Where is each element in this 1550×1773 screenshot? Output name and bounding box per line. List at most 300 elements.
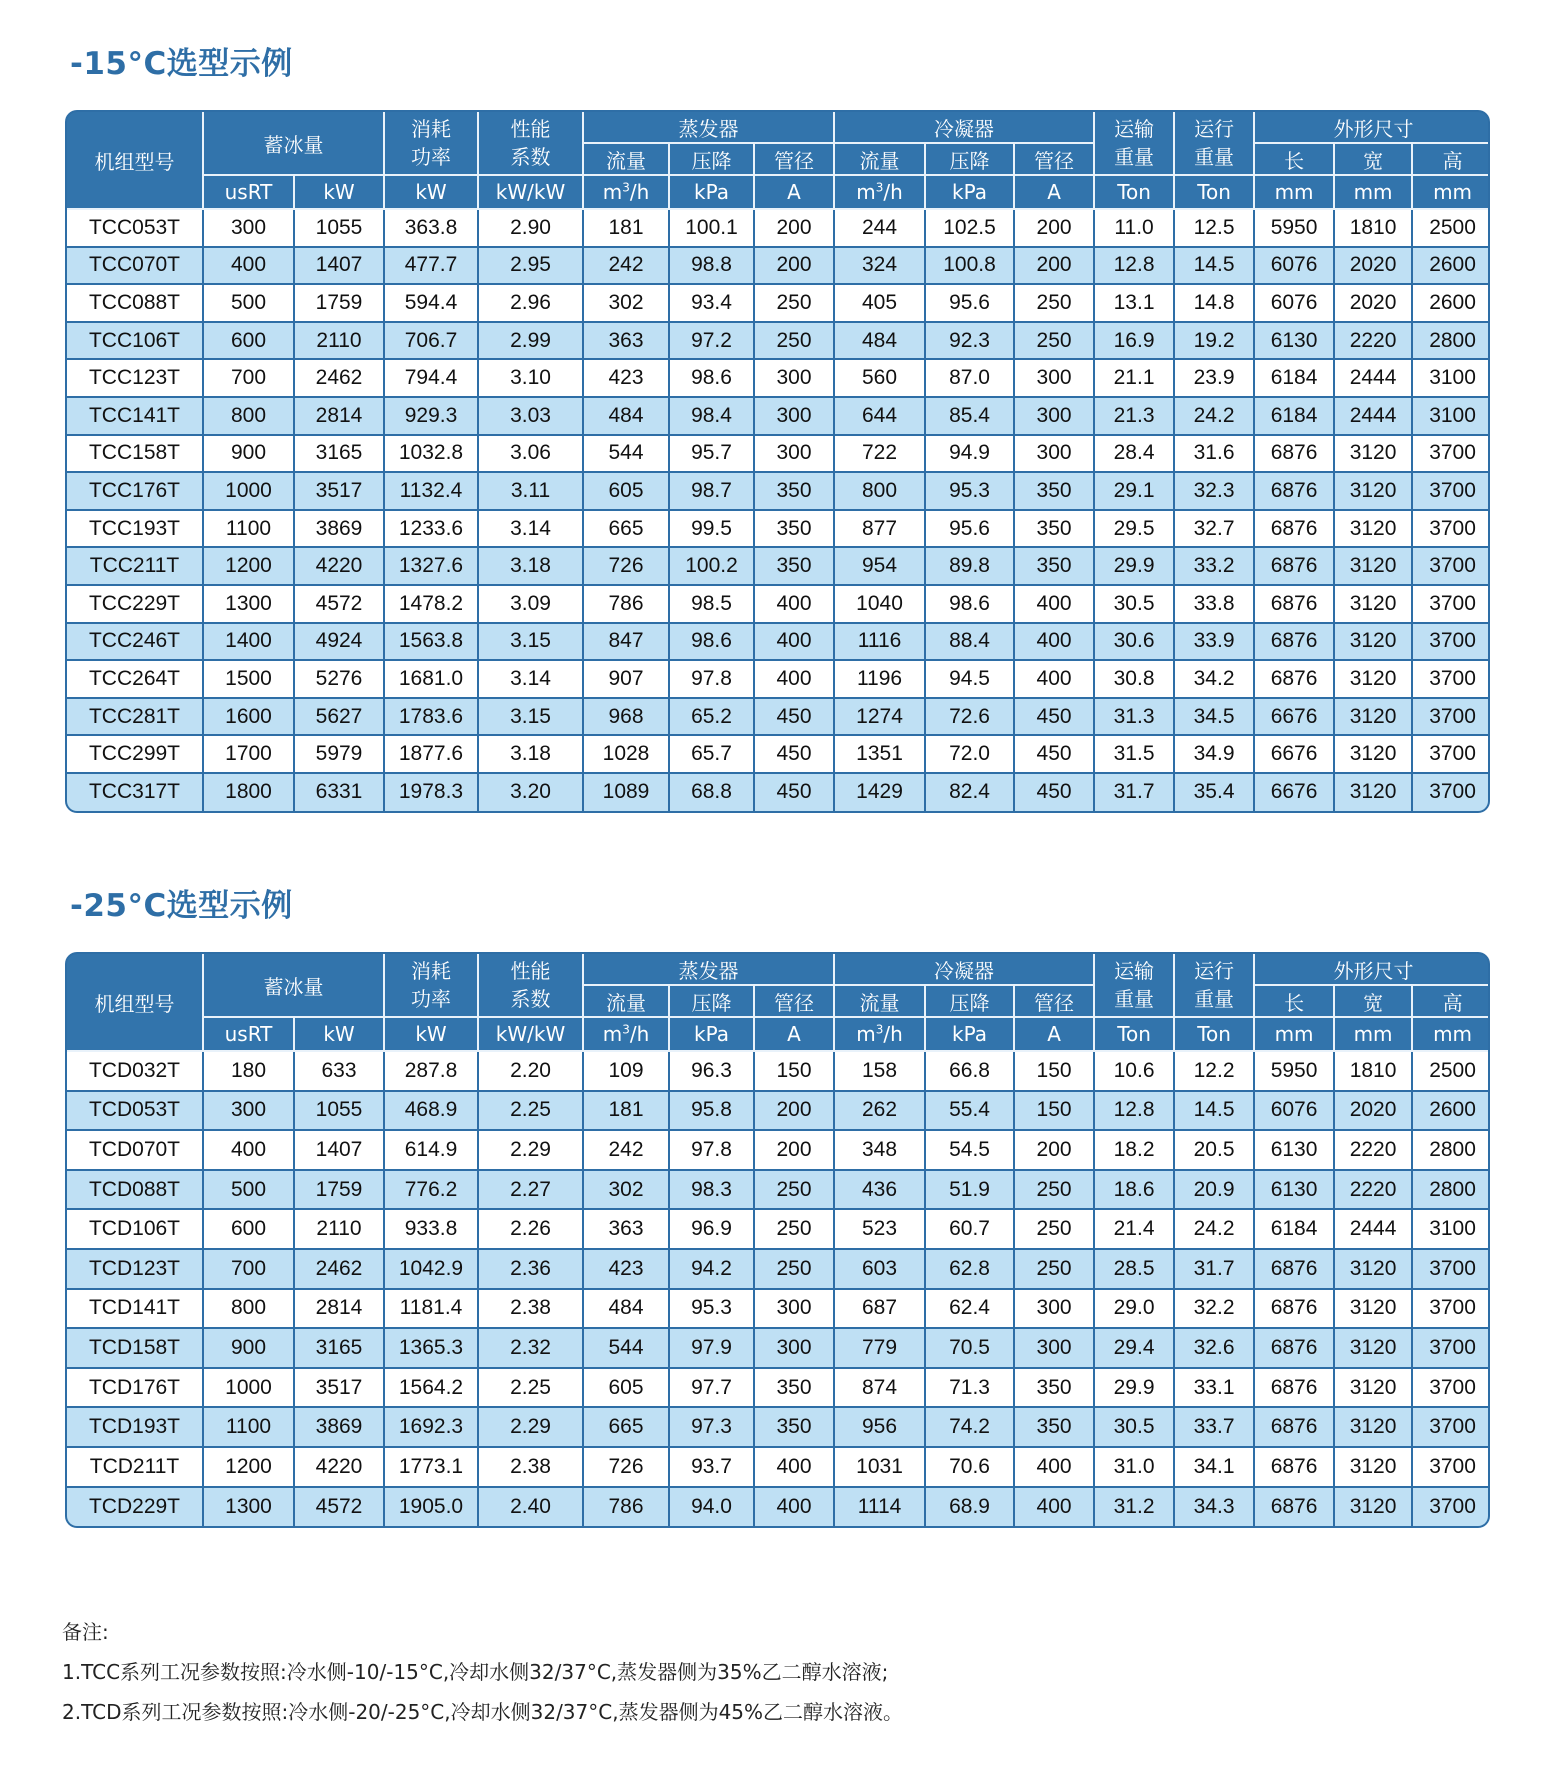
- model-cell: TCC106T: [67, 322, 203, 360]
- unit-label: mm: [1254, 175, 1334, 209]
- value-cell: 94.9: [925, 435, 1014, 473]
- value-cell: 1300: [203, 585, 294, 623]
- value-cell: 2444: [1334, 1209, 1412, 1249]
- model-cell: TCD211T: [67, 1447, 203, 1487]
- value-cell: 600: [203, 1209, 294, 1249]
- value-cell: 1478.2: [384, 585, 478, 623]
- value-cell: 3700: [1412, 1289, 1490, 1329]
- value-cell: 1233.6: [384, 510, 478, 548]
- value-cell: 779: [834, 1328, 925, 1368]
- value-cell: 1810: [1334, 1051, 1412, 1091]
- value-cell: 2444: [1334, 359, 1412, 397]
- value-cell: 93.4: [669, 284, 754, 322]
- value-cell: 400: [754, 623, 834, 661]
- table-row: [67, 359, 1490, 397]
- model-cell: TCD106T: [67, 1209, 203, 1249]
- value-cell: 3.14: [478, 660, 583, 698]
- unit-label: mm: [1334, 1017, 1412, 1051]
- value-cell: 400: [754, 585, 834, 623]
- value-cell: 874: [834, 1368, 925, 1408]
- value-cell: 262: [834, 1091, 925, 1131]
- value-cell: 2.32: [478, 1328, 583, 1368]
- value-cell: 30.8: [1094, 660, 1174, 698]
- units-row: [67, 175, 1490, 209]
- header-evap-flow: 流量: [583, 143, 669, 175]
- value-cell: 2800: [1412, 1170, 1490, 1210]
- header-width: 宽: [1334, 143, 1412, 175]
- value-cell: 3120: [1334, 660, 1412, 698]
- value-cell: 350: [754, 472, 834, 510]
- unit-label: Ton: [1094, 1017, 1174, 1051]
- value-cell: 3.14: [478, 510, 583, 548]
- value-cell: 12.8: [1094, 247, 1174, 285]
- value-cell: 150: [1014, 1051, 1094, 1091]
- table-row: [67, 547, 1490, 585]
- value-cell: 100.2: [669, 547, 754, 585]
- value-cell: 436: [834, 1170, 925, 1210]
- unit-label: kW/kW: [478, 1017, 583, 1051]
- model-cell: TCD193T: [67, 1407, 203, 1447]
- value-cell: 1274: [834, 698, 925, 736]
- value-cell: 2.25: [478, 1368, 583, 1408]
- value-cell: 484: [834, 322, 925, 360]
- value-cell: 32.6: [1174, 1328, 1254, 1368]
- value-cell: 60.7: [925, 1209, 1014, 1249]
- value-cell: 3700: [1412, 773, 1490, 811]
- header-cond-flow: 流量: [834, 985, 925, 1017]
- value-cell: 32.7: [1174, 510, 1254, 548]
- model-cell: TCC070T: [67, 247, 203, 285]
- value-cell: 3700: [1412, 472, 1490, 510]
- value-cell: 1563.8: [384, 623, 478, 661]
- value-cell: 877: [834, 510, 925, 548]
- value-cell: 3120: [1334, 1328, 1412, 1368]
- value-cell: 302: [583, 284, 669, 322]
- value-cell: 250: [1014, 1209, 1094, 1249]
- value-cell: 2.29: [478, 1130, 583, 1170]
- value-cell: 5627: [294, 698, 384, 736]
- value-cell: 72.6: [925, 698, 1014, 736]
- value-cell: 6876: [1254, 1289, 1334, 1329]
- value-cell: 62.4: [925, 1289, 1014, 1329]
- header-evaporator: 蒸发器: [583, 112, 834, 143]
- value-cell: 300: [754, 1328, 834, 1368]
- unit-label: mm: [1254, 1017, 1334, 1051]
- model-cell: TCC141T: [67, 397, 203, 435]
- value-cell: 31.7: [1094, 773, 1174, 811]
- header-evap-flow: 流量: [583, 985, 669, 1017]
- model-cell: TCC229T: [67, 585, 203, 623]
- header-model: 机组型号: [67, 954, 203, 1051]
- header-transport-weight: 运输 重量: [1094, 954, 1174, 1017]
- value-cell: 3.11: [478, 472, 583, 510]
- value-cell: 614.9: [384, 1130, 478, 1170]
- value-cell: 594.4: [384, 284, 478, 322]
- value-cell: 34.1: [1174, 1447, 1254, 1487]
- value-cell: 66.8: [925, 1051, 1014, 1091]
- value-cell: 94.0: [669, 1487, 754, 1527]
- header-height: 高: [1412, 985, 1490, 1017]
- value-cell: 34.2: [1174, 660, 1254, 698]
- value-cell: 3.09: [478, 585, 583, 623]
- value-cell: 96.9: [669, 1209, 754, 1249]
- value-cell: 450: [754, 735, 834, 773]
- value-cell: 33.7: [1174, 1407, 1254, 1447]
- value-cell: 2.38: [478, 1447, 583, 1487]
- value-cell: 484: [583, 397, 669, 435]
- unit-label: Ton: [1094, 175, 1174, 209]
- value-cell: 28.4: [1094, 435, 1174, 473]
- value-cell: 6876: [1254, 623, 1334, 661]
- value-cell: 1200: [203, 547, 294, 585]
- unit-label: A: [754, 175, 834, 209]
- value-cell: 706.7: [384, 322, 478, 360]
- value-cell: 3120: [1334, 435, 1412, 473]
- section-title-15c: -15°C选型示例: [70, 46, 293, 82]
- model-cell: TCC158T: [67, 435, 203, 473]
- value-cell: 31.2: [1094, 1487, 1174, 1527]
- value-cell: 3.20: [478, 773, 583, 811]
- header-cond-flow: 流量: [834, 143, 925, 175]
- header-condenser: 冷凝器: [834, 112, 1094, 143]
- value-cell: 200: [1014, 1130, 1094, 1170]
- value-cell: 2500: [1412, 1051, 1490, 1091]
- value-cell: 348: [834, 1130, 925, 1170]
- value-cell: 55.4: [925, 1091, 1014, 1131]
- value-cell: 100.1: [669, 209, 754, 247]
- value-cell: 400: [1014, 585, 1094, 623]
- value-cell: 3700: [1412, 1407, 1490, 1447]
- value-cell: 1407: [294, 1130, 384, 1170]
- value-cell: 2020: [1334, 284, 1412, 322]
- unit-label: A: [1014, 175, 1094, 209]
- value-cell: 484: [583, 1289, 669, 1329]
- header-operating-weight: 运行 重量: [1174, 954, 1254, 1017]
- model-cell: TCC193T: [67, 510, 203, 548]
- value-cell: 6876: [1254, 1368, 1334, 1408]
- value-cell: 665: [583, 1407, 669, 1447]
- header-ice-storage: 蓄冰量: [203, 954, 384, 1017]
- value-cell: 544: [583, 1328, 669, 1368]
- table-row: [67, 247, 1490, 285]
- value-cell: 33.9: [1174, 623, 1254, 661]
- value-cell: 400: [1014, 660, 1094, 698]
- value-cell: 544: [583, 435, 669, 473]
- value-cell: 29.9: [1094, 547, 1174, 585]
- value-cell: 450: [754, 698, 834, 736]
- value-cell: 600: [203, 322, 294, 360]
- value-cell: 400: [754, 1447, 834, 1487]
- value-cell: 2814: [294, 1289, 384, 1329]
- value-cell: 21.1: [1094, 359, 1174, 397]
- table-row: [67, 472, 1490, 510]
- value-cell: 1773.1: [384, 1447, 478, 1487]
- value-cell: 2220: [1334, 1130, 1412, 1170]
- value-cell: 3700: [1412, 1368, 1490, 1408]
- value-cell: 3700: [1412, 1447, 1490, 1487]
- value-cell: 250: [754, 322, 834, 360]
- value-cell: 300: [1014, 1328, 1094, 1368]
- value-cell: 242: [583, 247, 669, 285]
- table-row: [67, 585, 1490, 623]
- value-cell: 244: [834, 209, 925, 247]
- value-cell: 776.2: [384, 1170, 478, 1210]
- model-cell: TCC211T: [67, 547, 203, 585]
- value-cell: 956: [834, 1407, 925, 1447]
- header-cond-pressure-drop: 压降: [925, 143, 1014, 175]
- value-cell: 250: [754, 1249, 834, 1289]
- value-cell: 3.10: [478, 359, 583, 397]
- value-cell: 150: [1014, 1091, 1094, 1131]
- unit-label: $m^3/h$: [583, 1017, 669, 1051]
- value-cell: 4572: [294, 1487, 384, 1527]
- header-ice-storage: 蓄冰量: [203, 112, 384, 175]
- value-cell: 6676: [1254, 698, 1334, 736]
- value-cell: 6076: [1254, 1091, 1334, 1131]
- value-cell: 2.26: [478, 1209, 583, 1249]
- value-cell: 30.5: [1094, 1407, 1174, 1447]
- model-cell: TCC264T: [67, 660, 203, 698]
- value-cell: 21.4: [1094, 1209, 1174, 1249]
- value-cell: 158: [834, 1051, 925, 1091]
- value-cell: 95.6: [925, 284, 1014, 322]
- model-cell: TCD053T: [67, 1091, 203, 1131]
- value-cell: 350: [1014, 1368, 1094, 1408]
- value-cell: 3120: [1334, 623, 1412, 661]
- value-cell: 1877.6: [384, 735, 478, 773]
- value-cell: 3120: [1334, 1289, 1412, 1329]
- value-cell: 68.8: [669, 773, 754, 811]
- value-cell: 98.6: [669, 359, 754, 397]
- note-item-1: 1.TCC系列工况参数按照:冷水侧-10/-15°C,冷却水侧32/37°C,蒸发器侧为35%乙二醇水溶液;: [62, 1660, 889, 1684]
- model-cell: TCC246T: [67, 623, 203, 661]
- value-cell: 31.3: [1094, 698, 1174, 736]
- value-cell: 98.7: [669, 472, 754, 510]
- value-cell: 1181.4: [384, 1289, 478, 1329]
- value-cell: 1114: [834, 1487, 925, 1527]
- value-cell: 900: [203, 1328, 294, 1368]
- value-cell: 11.0: [1094, 209, 1174, 247]
- value-cell: 71.3: [925, 1368, 1014, 1408]
- value-cell: 6130: [1254, 1130, 1334, 1170]
- header-evap-pipe-size: 管径: [754, 985, 834, 1017]
- value-cell: 2814: [294, 397, 384, 435]
- value-cell: 5950: [1254, 209, 1334, 247]
- value-cell: 94.2: [669, 1249, 754, 1289]
- value-cell: 300: [1014, 397, 1094, 435]
- value-cell: 6876: [1254, 660, 1334, 698]
- value-cell: 300: [754, 397, 834, 435]
- value-cell: 98.6: [669, 623, 754, 661]
- value-cell: 3517: [294, 472, 384, 510]
- value-cell: 1351: [834, 735, 925, 773]
- value-cell: 3120: [1334, 773, 1412, 811]
- value-cell: 2444: [1334, 397, 1412, 435]
- value-cell: 450: [1014, 698, 1094, 736]
- note-item-2: 2.TCD系列工况参数按照:冷水侧-20/-25°C,冷却水侧32/37°C,蒸发器侧为45%乙二醇水溶液。: [62, 1700, 904, 1724]
- value-cell: 1681.0: [384, 660, 478, 698]
- value-cell: 2600: [1412, 1091, 1490, 1131]
- value-cell: 300: [1014, 1289, 1094, 1329]
- value-cell: 33.2: [1174, 547, 1254, 585]
- value-cell: 100.8: [925, 247, 1014, 285]
- value-cell: 31.0: [1094, 1447, 1174, 1487]
- value-cell: 350: [754, 547, 834, 585]
- value-cell: 12.2: [1174, 1051, 1254, 1091]
- value-cell: 200: [754, 1130, 834, 1170]
- value-cell: 95.3: [669, 1289, 754, 1329]
- value-cell: 2.40: [478, 1487, 583, 1527]
- table-header: [67, 112, 1490, 209]
- value-cell: 24.2: [1174, 397, 1254, 435]
- value-cell: 29.4: [1094, 1328, 1174, 1368]
- header-evap-pressure-drop: 压降: [669, 985, 754, 1017]
- value-cell: 3120: [1334, 472, 1412, 510]
- value-cell: 1800: [203, 773, 294, 811]
- value-cell: 33.8: [1174, 585, 1254, 623]
- value-cell: 88.4: [925, 623, 1014, 661]
- value-cell: 1032.8: [384, 435, 478, 473]
- table-row: [67, 735, 1490, 773]
- value-cell: 6876: [1254, 472, 1334, 510]
- value-cell: 3869: [294, 1407, 384, 1447]
- value-cell: 20.9: [1174, 1170, 1254, 1210]
- value-cell: 93.7: [669, 1447, 754, 1487]
- table-row: [67, 322, 1490, 360]
- model-cell: TCC299T: [67, 735, 203, 773]
- value-cell: 300: [754, 1289, 834, 1329]
- value-cell: 3869: [294, 510, 384, 548]
- value-cell: 54.5: [925, 1130, 1014, 1170]
- table-row: [67, 623, 1490, 661]
- model-cell: TCC176T: [67, 472, 203, 510]
- value-cell: 605: [583, 472, 669, 510]
- value-cell: 6876: [1254, 585, 1334, 623]
- value-cell: 3700: [1412, 1487, 1490, 1527]
- value-cell: 1196: [834, 660, 925, 698]
- value-cell: 2020: [1334, 1091, 1412, 1131]
- value-cell: 302: [583, 1170, 669, 1210]
- value-cell: 72.0: [925, 735, 1014, 773]
- value-cell: 3120: [1334, 585, 1412, 623]
- value-cell: 933.8: [384, 1209, 478, 1249]
- unit-label: kW: [294, 175, 384, 209]
- value-cell: 2.95: [478, 247, 583, 285]
- value-cell: 1810: [1334, 209, 1412, 247]
- model-cell: TCD229T: [67, 1487, 203, 1527]
- value-cell: 6876: [1254, 547, 1334, 585]
- unit-label: kW: [384, 1017, 478, 1051]
- value-cell: 300: [754, 359, 834, 397]
- value-cell: 98.5: [669, 585, 754, 623]
- unit-label: kW: [384, 175, 478, 209]
- value-cell: 2.27: [478, 1170, 583, 1210]
- table-row: [67, 1051, 1490, 1091]
- value-cell: 21.3: [1094, 397, 1174, 435]
- value-cell: 2462: [294, 1249, 384, 1289]
- value-cell: 800: [203, 1289, 294, 1329]
- value-cell: 847: [583, 623, 669, 661]
- table-body: [67, 1051, 1490, 1526]
- section-title-25c: -25°C选型示例: [70, 888, 293, 924]
- value-cell: 6184: [1254, 397, 1334, 435]
- value-cell: 954: [834, 547, 925, 585]
- value-cell: 13.1: [1094, 284, 1174, 322]
- value-cell: 6876: [1254, 510, 1334, 548]
- header-evap-pressure-drop: 压降: [669, 143, 754, 175]
- value-cell: 3120: [1334, 510, 1412, 548]
- model-cell: TCD158T: [67, 1328, 203, 1368]
- model-cell: TCD141T: [67, 1289, 203, 1329]
- value-cell: 3120: [1334, 735, 1412, 773]
- value-cell: 450: [1014, 735, 1094, 773]
- unit-label: $m^3/h$: [834, 1017, 925, 1051]
- value-cell: 4220: [294, 547, 384, 585]
- header-length: 长: [1254, 985, 1334, 1017]
- unit-label: kW: [294, 1017, 384, 1051]
- value-cell: 1100: [203, 510, 294, 548]
- value-cell: 97.2: [669, 322, 754, 360]
- value-cell: 68.9: [925, 1487, 1014, 1527]
- value-cell: 2110: [294, 1209, 384, 1249]
- table-row: [67, 1209, 1490, 1249]
- value-cell: 98.3: [669, 1170, 754, 1210]
- table-row: [67, 397, 1490, 435]
- value-cell: 1327.6: [384, 547, 478, 585]
- value-cell: 250: [1014, 322, 1094, 360]
- unit-label: kPa: [925, 175, 1014, 209]
- value-cell: 687: [834, 1289, 925, 1329]
- header-power: 消耗 功率: [384, 112, 478, 175]
- value-cell: 97.7: [669, 1368, 754, 1408]
- value-cell: 400: [203, 247, 294, 285]
- value-cell: 2.96: [478, 284, 583, 322]
- value-cell: 3700: [1412, 660, 1490, 698]
- value-cell: 1055: [294, 209, 384, 247]
- value-cell: 24.2: [1174, 1209, 1254, 1249]
- value-cell: 800: [834, 472, 925, 510]
- unit-label: Ton: [1174, 175, 1254, 209]
- value-cell: 477.7: [384, 247, 478, 285]
- header-power: 消耗 功率: [384, 954, 478, 1017]
- value-cell: 350: [1014, 1407, 1094, 1447]
- value-cell: 1700: [203, 735, 294, 773]
- value-cell: 31.6: [1174, 435, 1254, 473]
- value-cell: 2.29: [478, 1407, 583, 1447]
- value-cell: 3.18: [478, 547, 583, 585]
- header-cop: 性能 系数: [478, 954, 583, 1017]
- unit-label: usRT: [203, 1017, 294, 1051]
- value-cell: 3.15: [478, 698, 583, 736]
- value-cell: 700: [203, 1249, 294, 1289]
- value-cell: 1407: [294, 247, 384, 285]
- value-cell: 96.3: [669, 1051, 754, 1091]
- value-cell: 324: [834, 247, 925, 285]
- value-cell: 2.99: [478, 322, 583, 360]
- value-cell: 3.15: [478, 623, 583, 661]
- value-cell: 6331: [294, 773, 384, 811]
- header-dimensions: 外形尺寸: [1254, 954, 1490, 985]
- table-row: [67, 1407, 1490, 1447]
- value-cell: 250: [754, 284, 834, 322]
- notes: [62, 1612, 903, 1732]
- value-cell: 400: [1014, 1447, 1094, 1487]
- value-cell: 2.90: [478, 209, 583, 247]
- value-cell: 1783.6: [384, 698, 478, 736]
- value-cell: 350: [754, 510, 834, 548]
- table-row: [67, 1130, 1490, 1170]
- value-cell: 405: [834, 284, 925, 322]
